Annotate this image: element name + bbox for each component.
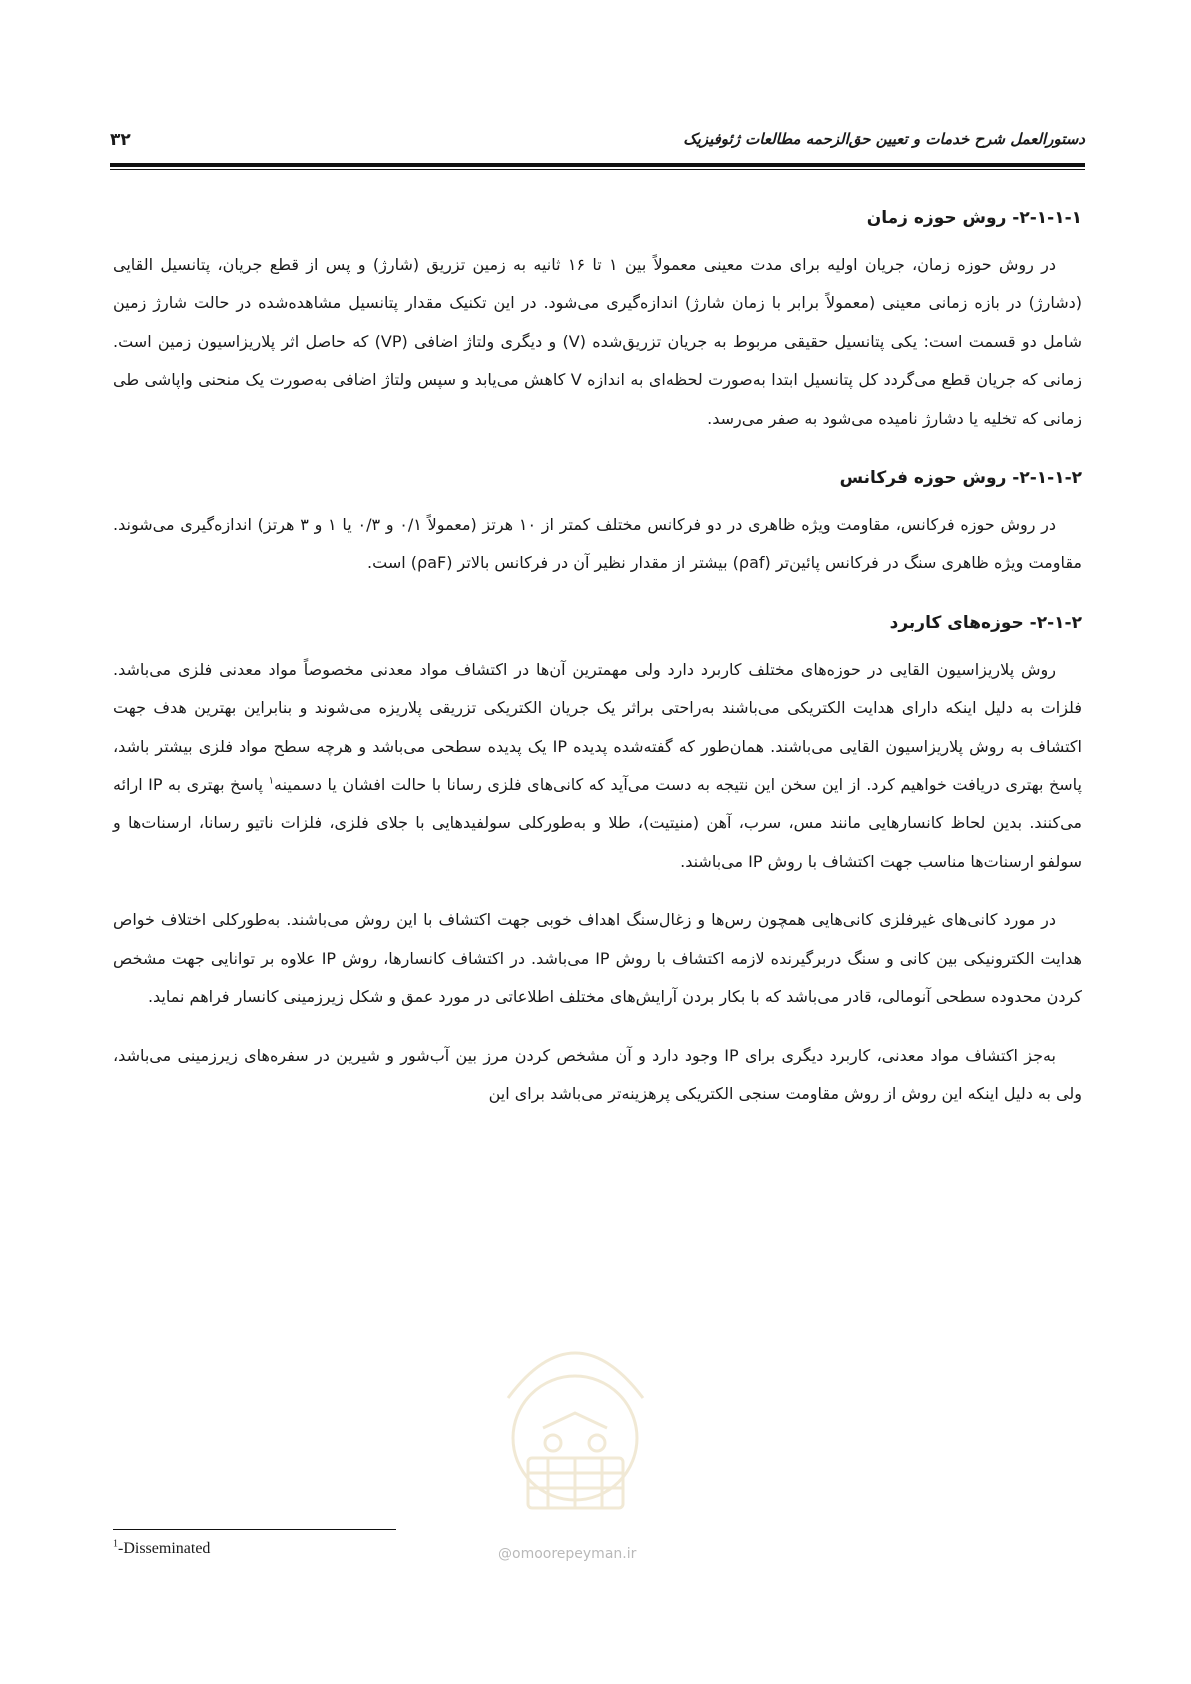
footnote-reference[interactable]: ۱	[268, 775, 275, 787]
paragraph-applications-2: در مورد کانی‌های غیرفلزی کانی‌هایی همچون رس‌ها و زغال‌سنگ اهداف خوبی جهت اکتشاف با این روش می‌باشند. به‌طورکلی اختلاف خواص هدایت الکترونیکی بین کانی و سنگ دربرگیرنده لازمه اکتشاف با روش IP می‌باشد. در اکتشاف کانسارها، روش IP علاوه بر توانایی جهت مشخص کردن محدوده سطحی آنومالی، قادر می‌باشد که با بکار بردن آرایش‌های مختلف اطلاعاتی در مورد عمق و شکل زیرزمینی کانسار فراهم نماید.	[113, 910, 1082, 1007]
footnote	[113, 1540, 210, 1558]
paragraph-time-domain: در روش حوزه زمان، جریان اولیه برای مدت معینی معمولاً بین ۱ تا ۱۶ ثانیه به زمین تزریق (شارژ) و پس از قطع جریان، پتانسیل القایی (دشارژ) در بازه زمانی معینی (معمولاً برابر با زمان شارژ) اندازه‌گیری می‌شود. در این تکنیک مقدار پتانسیل مشاهده‌شده در حالت شارژ زمین شامل دو قسمت است: یکی پتانسیل حقیقی مربوط به جریان تزریق‌شده (V) و دیگری ولتاژ اضافی (VP) که حاصل اثر پلاریزاسیون زمین است. زمانی که جریان قطع می‌گردد کل پتانسیل ابتدا به‌صورت لحظه‌ای به اندازه V کاهش می‌یابد و سپس ولتاژ اضافی به‌صورت یک منحنی واپاشی طی زمانی که تخلیه یا دشارژ نامیده می‌شود به صفر می‌رسد.	[113, 255, 1083, 428]
paragraph-frequency-domain: در روش حوزه فرکانس، مقاومت ویژه ظاهری در دو فرکانس مختلف کمتر از ۱۰ هرتز (معمولاً ۰/۱ و ۰/۳ یا ۱ و ۳ هرتز) اندازه‌گیری می‌شوند. مقاومت ویژه ظاهری سنگ در فرکانس پائین‌تر (ρaf) بیشتر از مقدار نظیر آن در فرکانس بالاتر (ρaF) است.	[113, 515, 1082, 573]
page-number: ۳۲	[110, 130, 131, 150]
footnote-rule	[113, 1529, 396, 1530]
footnote-text: -Disseminated	[118, 1540, 211, 1557]
section-heading-time-domain: ۲-۱-۱-۱- روش حوزه زمان	[866, 208, 1082, 228]
header-rule-thin	[110, 169, 1085, 170]
stamp-seal-icon	[488, 1318, 663, 1528]
paragraph-applications-1	[113, 651, 1082, 881]
watermark-url: @omoorepeyman.ir	[498, 1546, 637, 1562]
header-rule-thick	[110, 163, 1085, 167]
paragraph-applications-1-text-b: پاسخ بهتری به IP ارائه می‌کنند. بدین لحاظ کانسارهایی مانند مس، سرب، آهن (منیتیت)، طلا و به‌طورکلی سولفیدهایی با جلای فلزی، فلزات ناتیو رسانا، ارسنات‌ها و سولفو ارسنات‌ها مناسب جهت اکتشاف با روش IP می‌باشند.	[113, 775, 1082, 871]
paragraph-applications-1-text-a: روش پلاریزاسیون القایی در حوزه‌های مختلف کاربرد دارد ولی مهمترین آن‌ها در اکتشاف مواد معدنی مخصوصاً مواد معدنی فلزی می‌باشد. فلزات به دلیل اینکه دارای هدایت الکتریکی می‌باشند به‌راحتی براثر یک جریان الکتریکی تزریقی پلاریزه می‌شوند و بنابراین بهترین هدف جهت اکتشاف به روش پلاریزاسیون القایی می‌باشند. همان‌طور که گفته‌شده پدیده IP یک پدیده سطحی می‌باشد و هرچه سطح مواد فلزی بیشتر باشد، پاسخ بهتری دریافت خواهیم کرد. از این سخن این نتیجه به دست می‌آید که کانی‌های فلزی رسانا با حالت افشان یا دسمینه	[113, 659, 1083, 795]
page-header	[110, 130, 1085, 164]
section-heading-applications: ۲-۱-۲- حوزه‌های کاربرد	[889, 612, 1082, 633]
section-heading-frequency-domain: ۲-۱-۱-۲- روش حوزه فرکانس	[839, 468, 1082, 489]
running-title: دستورالعمل شرح خدمات و تعیین حق‌الزحمه مطالعات ژئوفیزیک	[683, 130, 1085, 148]
main-content	[113, 200, 1082, 1133]
paragraph-applications-3: به‌جز اکتشاف مواد معدنی، کاربرد دیگری برای IP وجود دارد و آن مشخص کردن مرز بین آب‌شور و شیرین در سفره‌های زیرزمینی می‌باشد، ولی به دلیل اینکه این روش از روش مقاومت سنجی الکتریکی پرهزینه‌تر می‌باشد برای این	[113, 1045, 1082, 1103]
footnote-mark: 1	[113, 1538, 118, 1550]
